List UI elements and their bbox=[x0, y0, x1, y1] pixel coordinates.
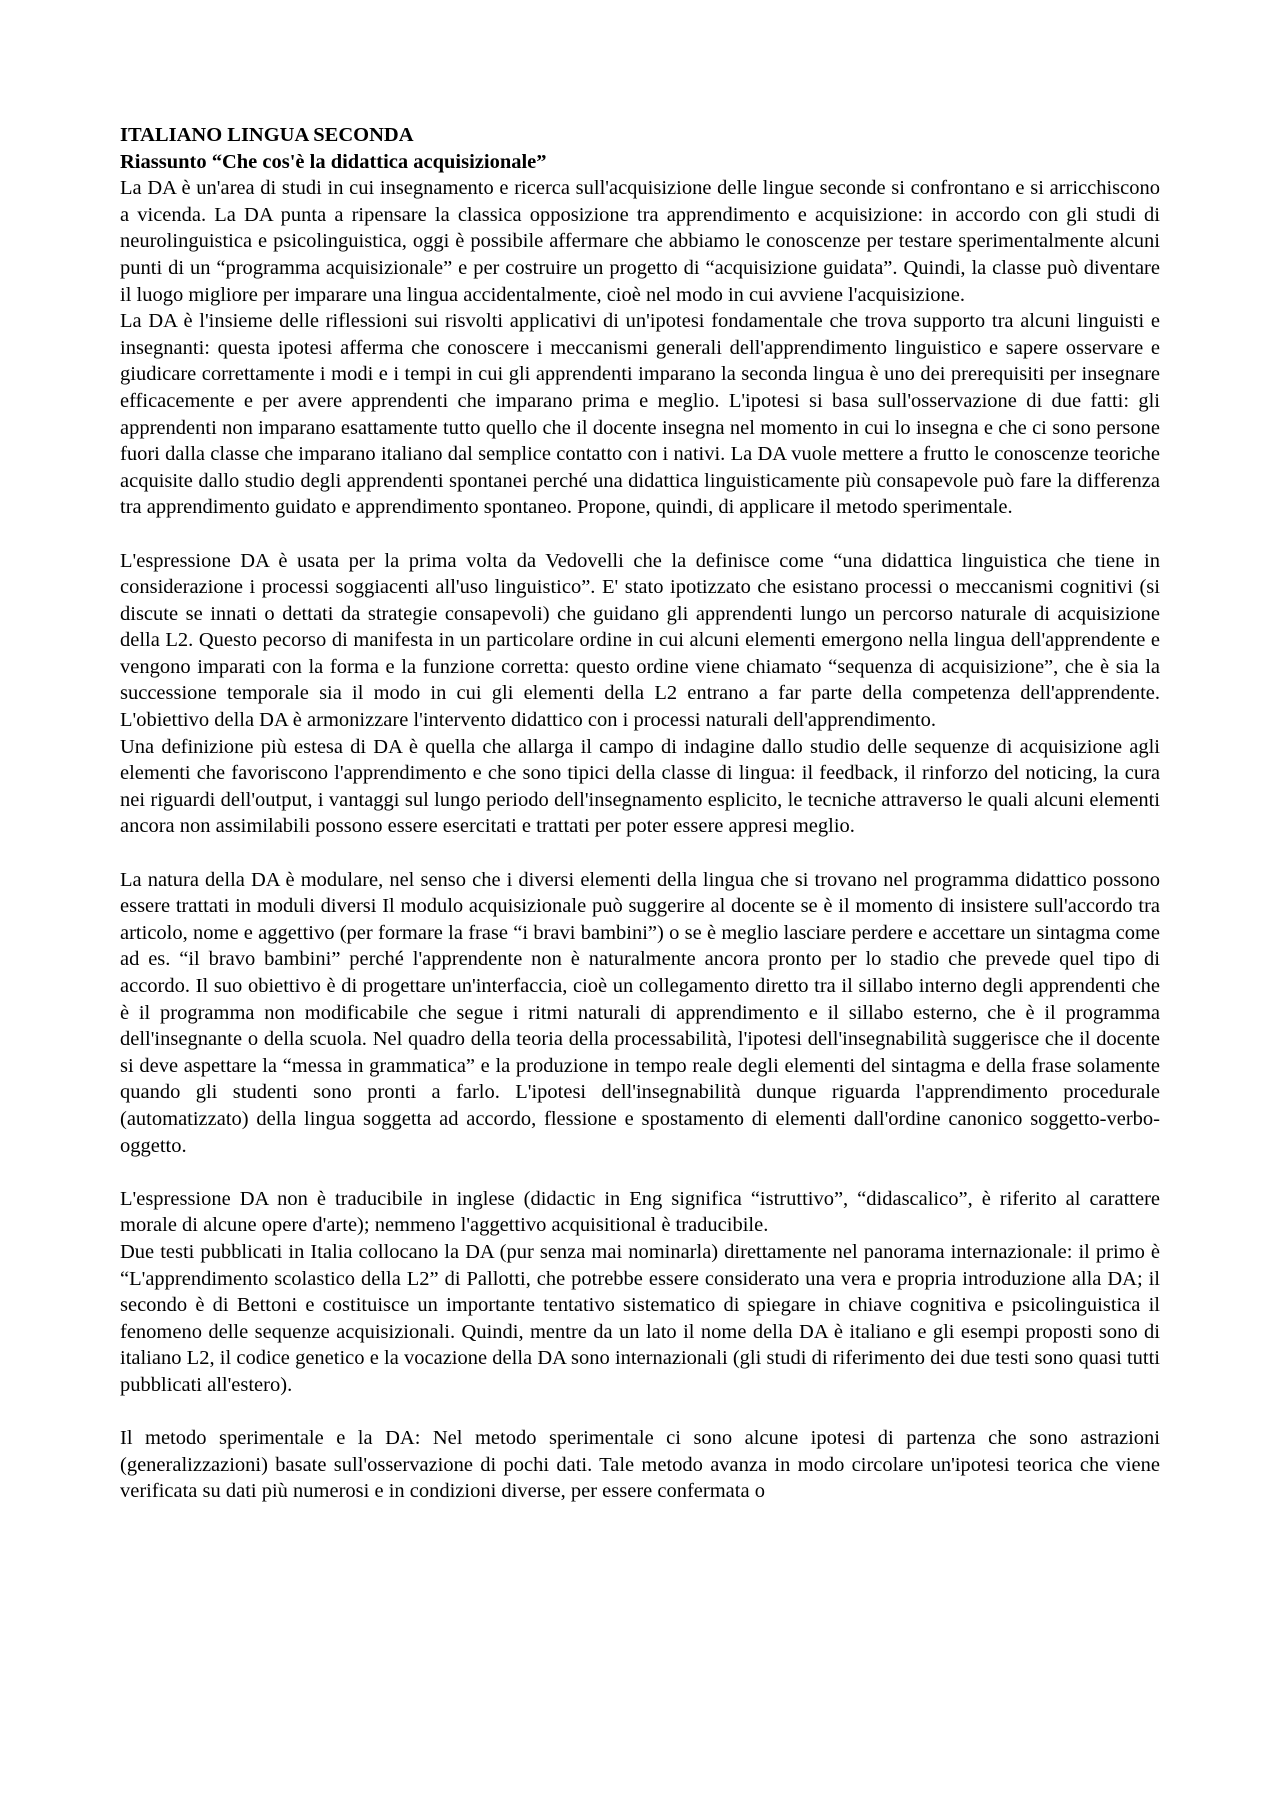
document-title: ITALIANO LINGUA SECONDA bbox=[120, 124, 414, 146]
paragraph-gap bbox=[120, 1159, 1160, 1186]
paragraph-two-texts: Due testi pubblicati in Italia collocano la DA (pur senza mai nominarla) direttamente nel panorama internazionale: il primo è “L'apprendimento scolastico della L2” di Pallotti, che potrebbe essere considerato una vera e propria introduzione alla DA; il secondo è di Bettoni e costituisce un importante tentativo sistematico di spiegare in chiave cognitiva e psicolinguistica il fenomeno delle sequenze acquisizionali. Quindi, mentre da un lato il nome della DA è italiano e gli esempi proposti sono di italiano L2, il codice genetico e la vocazione della DA sono internazionali (gli studi di riferimento dei due testi sono quasi tutti pubblicati all'estero). bbox=[120, 1240, 1160, 1396]
paragraph-gap bbox=[120, 521, 1160, 548]
paragraph-extended-definition: Una definizione più estesa di DA è quella che allarga il campo di indagine dallo studio delle sequenze di acquisizione agli elementi che favoriscono l'apprendimento e che sono tipici della classe di lingua: il feedback, il rinforzo del noticing, la cura nei riguardi dell'output, i vantaggi sul lungo periodo dell'insegnamento esplicito, le tecniche attraverso le quali alcuni elementi ancora non assimilabili possono essere esercitati e trattati per poter essere appresi meglio. bbox=[120, 735, 1160, 838]
paragraph-translation: L'espressione DA non è traducibile in inglese (didactic in Eng significa “istruttivo”, “didascalico”, è riferito al carattere morale di alcune opere d'arte); nemmeno l'aggettivo acquisitional è traducibile. bbox=[120, 1187, 1160, 1237]
document-page bbox=[120, 122, 1160, 1505]
paragraph-vedovelli: L'espressione DA è usata per la prima volta da Vedovelli che la definisce come “una didattica linguistica che tiene in considerazione i processi soggiacenti all'uso linguistico”. E' stato ipotizzato che esistano processi o meccanismi cognitivi (si discute se innati o dettati da strategie consapevoli) che guidano gli apprendenti lungo un percorso naturale di acquisizione della L2. Questo pecorso di manifesta in un particolare ordine in cui alcuni elementi emergono nella lingua dell'apprendente e vengono imparati con la forma e la funzione corretta: questo ordine viene chiamato “sequenza di acquisizione”, che è sia la successione temporale sia il modo in cui gli elementi della L2 entrano a far parte della competenza dell'apprendente. L'obiettivo della DA è armonizzare l'intervento didattico con i processi naturali dell'apprendimento. bbox=[120, 549, 1160, 732]
paragraph-hypothesis: La DA è l'insieme delle riflessioni sui risvolti applicativi di un'ipotesi fondamentale che trova supporto tra alcuni linguisti e insegnanti: questa ipotesi afferma che conoscere i meccanismi generali dell'apprendimento linguistico e sapere osservare e giudicare correttamente i modi e i tempi in cui gli apprendenti imparano la seconda lingua è uno dei prerequisiti per insegnare efficacemente e per avere apprendenti che imparano prima e meglio. L'ipotesi si basa sull'osservazione di due fatti: gli apprendenti non imparano esattamente tutto quello che il docente insegna nel momento in cui lo insegna e che ci sono persone fuori dalla classe che imparano italiano dal semplice contatto con i nativi. La DA vuole mettere a frutto le conoscenze teoriche acquisite dallo studio degli apprendenti spontanei perché una didattica linguisticamente più consapevole può fare la differenza tra apprendimento guidato e apprendimento spontaneo. Propone, quindi, di applicare il metodo sperimentale. bbox=[120, 310, 1160, 519]
paragraph-gap bbox=[120, 1399, 1160, 1426]
paragraph-gap bbox=[120, 840, 1160, 867]
paragraph-experimental-method: Il metodo sperimentale e la DA: Nel metodo sperimentale ci sono alcune ipotesi di partenza che sono astrazioni (generalizzazioni) basate sull'osservazione di pochi dati. Tale metodo avanza in modo circolare un'ipotesi teorica che viene verificata su dati più numerosi e in condizioni diverse, per essere confermata o bbox=[120, 1427, 1160, 1503]
paragraph-modular-nature: La natura della DA è modulare, nel senso che i diversi elementi della lingua che si trovano nel programma didattico possono essere trattati in moduli diversi Il modulo acquisizionale può suggerire al docente se è il momento di insistere sull'accordo tra articolo, nome e aggettivo (per formare la frase “i bravi bambini”) o se è meglio lasciare perdere e accettare un sintagma come ad es. “il bravo bambini” perché l'apprendente non è naturalmente ancora pronto per lo stadio che prevede quel tipo di accordo. Il suo obiettivo è di progettare un'interfaccia, cioè un collegamento diretto tra il sillabo interno degli apprendenti che è il programma non modificabile che segue i ritmi naturali di apprendimento e il sillabo esterno, che è il programma dell'insegnante o della scuola. Nel quadro della teoria della processabilità, l'ipotesi dell'insegnabilità suggerisce che il docente si deve aspettare la “messa in grammatica” e la produzione in tempo reale degli elementi del sintagma e della frase solamente quando gli studenti sono pronti a farlo. L'ipotesi dell'insegnabilità dunque riguarda l'apprendimento procedurale (automatizzato) della lingua soggetta ad accordo, flessione e spostamento di elementi dall'ordine canonico soggetto-verbo-oggetto. bbox=[120, 868, 1160, 1157]
paragraph-intro: La DA è un'area di studi in cui insegnamento e ricerca sull'acquisizione delle lingue seconde si confrontano e si arricchiscono a vicenda. La DA punta a ripensare la classica opposizione tra apprendimento e acquisizione: in accordo con gli studi di neurolinguistica e psicolinguistica, oggi è possibile affermare che abbiamo le conoscenze per testare sperimentalmente alcuni punti di un “programma acquisizionale” e per costruire un progetto di “acquisizione guidata”. Quindi, la classe può diventare il luogo migliore per imparare una lingua accidentalmente, cioè nel modo in cui avviene l'acquisizione. bbox=[120, 177, 1160, 306]
document-subtitle: Riassunto “Che cos'è la didattica acquisizionale” bbox=[120, 150, 547, 173]
